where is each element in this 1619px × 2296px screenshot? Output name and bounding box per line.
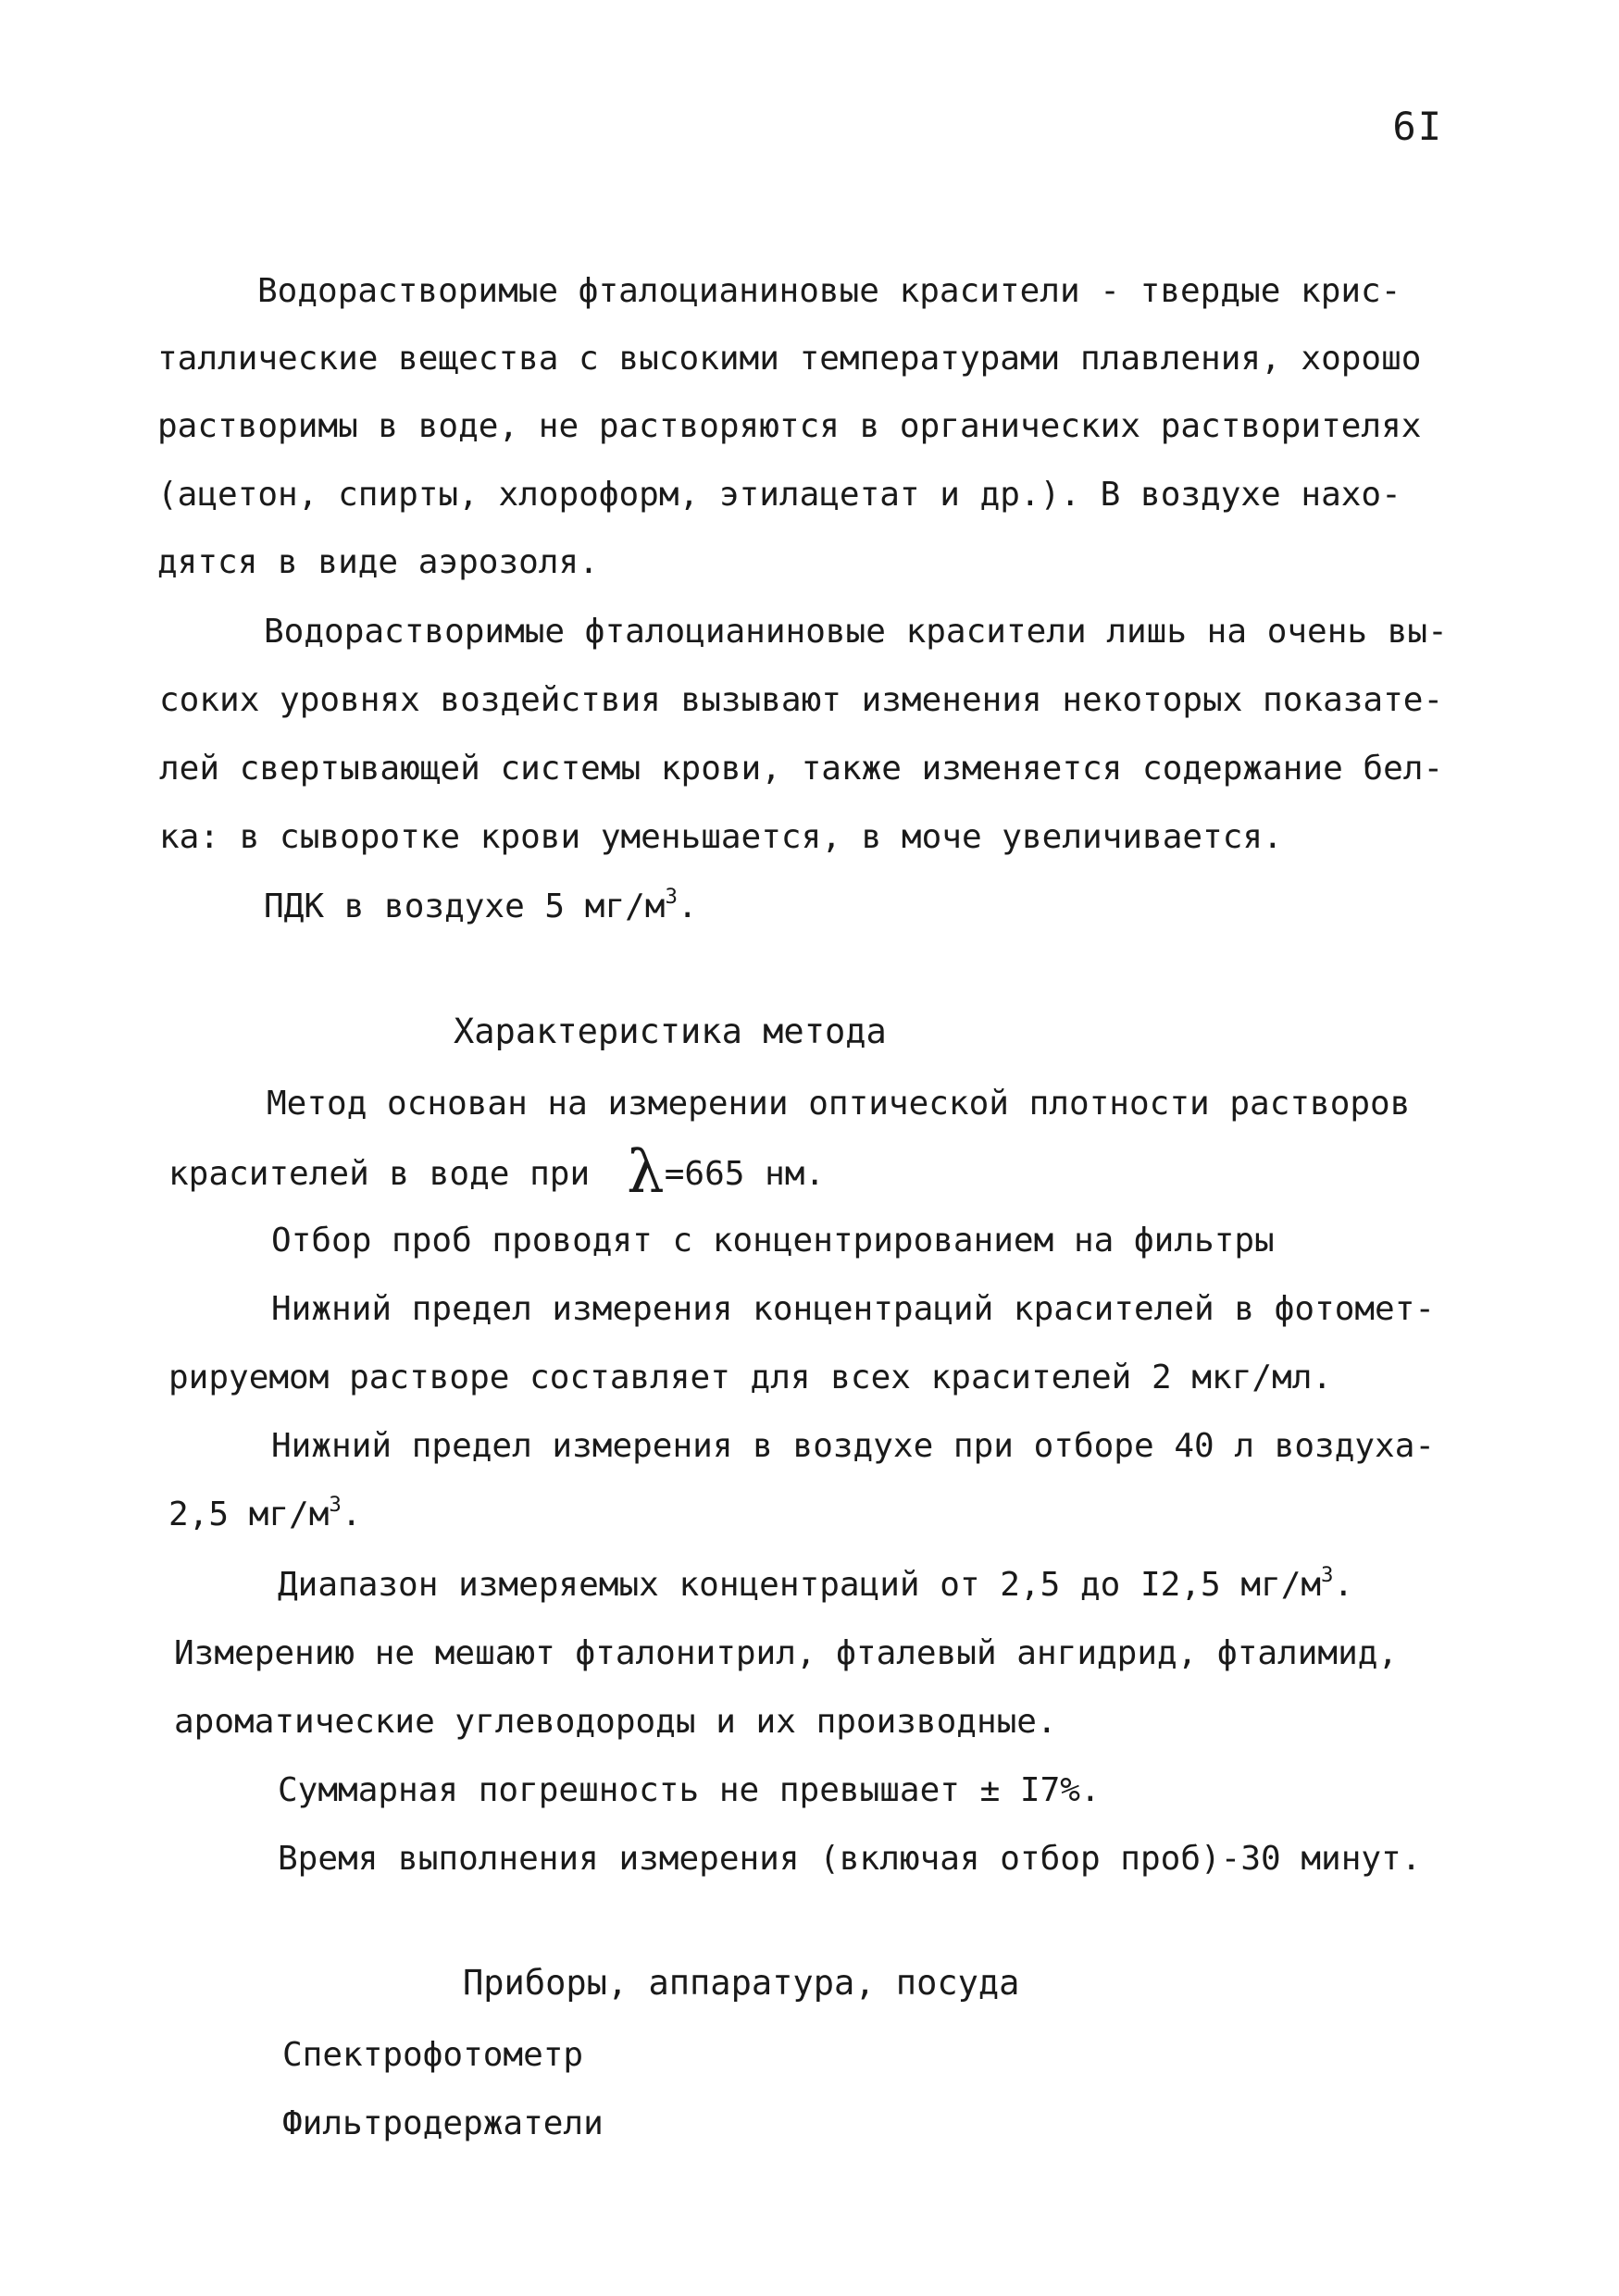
text-line: Суммарная погрешность не превышает ± I7%. — [278, 1771, 1101, 1809]
text-line: Измерению не мешают фталонитрил, фталевый ангидрид, фталимид, — [174, 1634, 1399, 1672]
text-line: растворимы в воде, не растворяются в органических растворителях — [157, 407, 1422, 445]
equipment-item: Фильтродержатели — [282, 2104, 604, 2142]
lambda-symbol: λ — [627, 1138, 665, 1207]
lambda-line-value: =665 нм. — [664, 1155, 826, 1193]
text-line: дятся в виде аэрозоля. — [157, 543, 599, 581]
line-text: Диапазон измеряемых концентраций от 2,5 до I2,5 мг/м — [278, 1566, 1322, 1604]
method-heading: Характеристика метода — [454, 1011, 887, 1051]
line-tail: . — [1333, 1566, 1354, 1604]
equipment-heading: Приборы, аппаратура, посуда — [463, 1963, 1020, 2003]
text-line: Время выполнения измерения (включая отбор проб)-30 минут. — [278, 1840, 1422, 1878]
text-line: ка: в сыворотке крови уменьшается, в моче увеличивается. — [159, 818, 1283, 856]
text-line: таллические вещества с высокими температурами плавления, хорошо — [157, 340, 1422, 378]
text-line: ароматические углеводороды и их производные. — [174, 1703, 1057, 1741]
text-line: лей свертывающей системы крови, также изменяется содержание бел- — [159, 750, 1444, 788]
line-text: 2,5 мг/м — [168, 1496, 330, 1533]
text-line: (ацетон, спирты, хлороформ, этилацетат и др.). В воздухе нахо- — [157, 476, 1401, 514]
pdk-text: ПДК в воздухе 5 мг/м — [264, 887, 666, 925]
text-line — [278, 1564, 1353, 1607]
page-number: 6I — [1392, 104, 1443, 149]
text-line: Метод основан на измерении оптической плотности растворов — [267, 1085, 1411, 1123]
text-line: Отбор проб проводят с концентрированием на фильтры — [271, 1222, 1275, 1260]
pdk-line — [264, 886, 698, 928]
superscript: 3 — [1321, 1562, 1334, 1587]
line-tail: . — [341, 1496, 362, 1533]
text-line: Нижний предел измерения концентраций красителей в фотомет- — [271, 1290, 1436, 1328]
lambda-line — [168, 1138, 826, 1207]
pdk-superscript: 3 — [665, 884, 678, 909]
lambda-line-text: красителей в воде при — [168, 1155, 591, 1193]
text-line: соких уровнях воздействия вызывают изменения некоторых показате- — [159, 681, 1444, 719]
text-line: Нижний предел измерения в воздухе при отборе 40 л воздуха- — [271, 1427, 1436, 1465]
text-line: Водорастворимые фталоцианиновые красители - твердые крис- — [257, 272, 1401, 310]
pdk-tail: . — [677, 887, 698, 925]
superscript: 3 — [329, 1492, 342, 1517]
text-line: рируемом растворе составляет для всех красителей 2 мкг/мл. — [168, 1359, 1333, 1396]
equipment-item: Спектрофотометр — [282, 2036, 584, 2074]
text-line: Водорастворимые фталоцианиновые красители лишь на очень вы- — [264, 613, 1448, 651]
text-line — [168, 1494, 362, 1536]
